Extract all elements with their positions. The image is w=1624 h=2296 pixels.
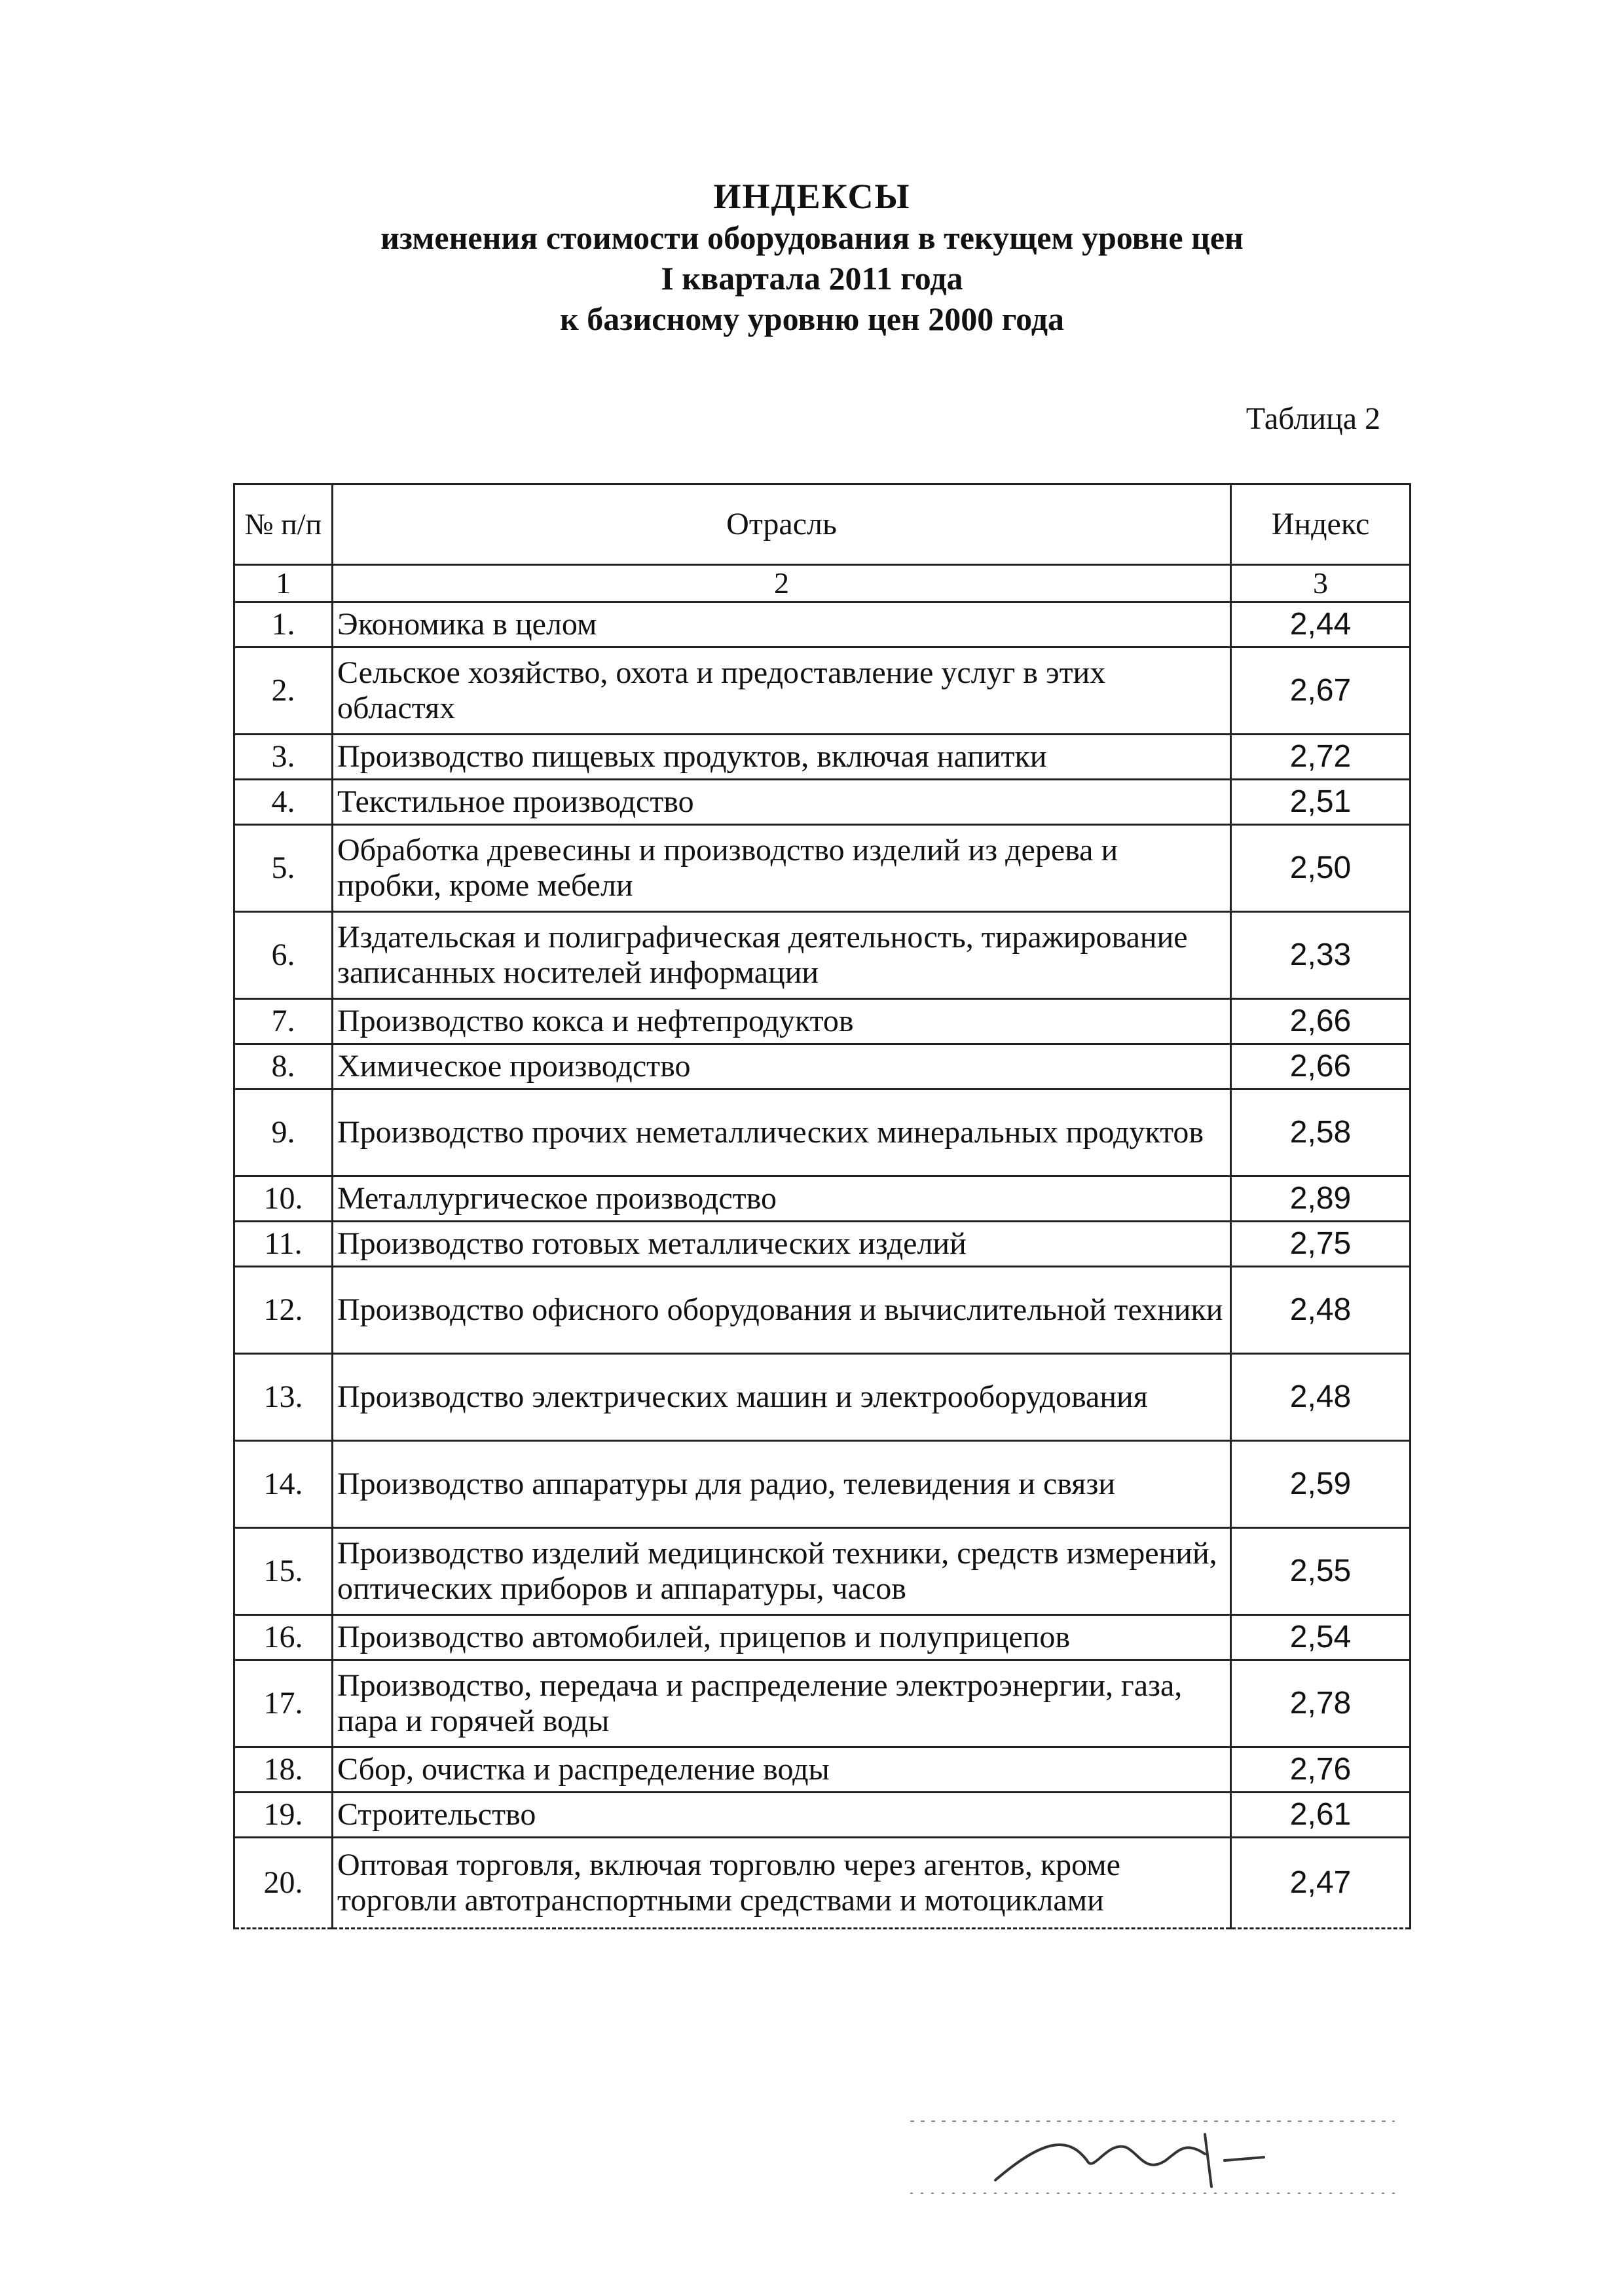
table-row — [234, 999, 1411, 1044]
table-row — [234, 735, 1411, 780]
table-row — [234, 1441, 1411, 1528]
row-number: 12. — [234, 1267, 333, 1354]
row-number: 19. — [234, 1793, 333, 1838]
row-number: 18. — [234, 1747, 333, 1793]
row-number: 5. — [234, 825, 333, 912]
row-number: 17. — [234, 1660, 333, 1747]
header-industry: Отрасль — [333, 484, 1231, 565]
index-table — [233, 483, 1411, 1929]
index-value: 2,51 — [1231, 780, 1411, 825]
industry-name: Производство пищевых продуктов, включая напитки — [333, 735, 1231, 780]
column-number: 2 — [333, 565, 1231, 602]
row-number: 15. — [234, 1528, 333, 1615]
title-line-3: к базисному уровню цен 2000 года — [559, 301, 1065, 337]
industry-name: Производство готовых металлических изделий — [333, 1222, 1231, 1267]
table-row — [234, 1660, 1411, 1747]
industry-name: Производство, передача и распределение электроэнергии, газа, пара и горячей воды — [333, 1660, 1231, 1747]
row-number: 7. — [234, 999, 333, 1044]
index-value: 2,67 — [1231, 647, 1411, 735]
index-value: 2,76 — [1231, 1747, 1411, 1793]
industry-name: Сельское хозяйство, охота и предоставление услуг в этих областях — [333, 647, 1231, 735]
row-number: 10. — [234, 1176, 333, 1222]
industry-name: Производство аппаратуры для радио, телевидения и связи — [333, 1441, 1231, 1528]
index-value: 2,66 — [1231, 1044, 1411, 1089]
table-row — [234, 1528, 1411, 1615]
industry-name: Производство кокса и нефтепродуктов — [333, 999, 1231, 1044]
index-value: 2,55 — [1231, 1528, 1411, 1615]
industry-name: Производство электрических машин и электрооборудования — [333, 1354, 1231, 1441]
table-row — [234, 1793, 1411, 1838]
industry-name: Производство прочих неметаллических минеральных продуктов — [333, 1089, 1231, 1176]
index-value: 2,89 — [1231, 1176, 1411, 1222]
row-number: 14. — [234, 1441, 333, 1528]
row-number: 9. — [234, 1089, 333, 1176]
industry-name: Производство автомобилей, прицепов и полуприцепов — [333, 1615, 1231, 1660]
index-value: 2,66 — [1231, 999, 1411, 1044]
table-row — [234, 602, 1411, 647]
index-value: 2,78 — [1231, 1660, 1411, 1747]
row-number: 20. — [234, 1838, 333, 1929]
column-number: 1 — [234, 565, 333, 602]
row-number: 3. — [234, 735, 333, 780]
table-row — [234, 912, 1411, 999]
title-line-2: I квартала 2011 года — [661, 260, 963, 297]
industry-name: Металлургическое производство — [333, 1176, 1231, 1222]
index-value: 2,44 — [1231, 602, 1411, 647]
row-number: 16. — [234, 1615, 333, 1660]
header-index: Индекс — [1231, 484, 1411, 565]
table-row — [234, 1089, 1411, 1176]
index-value: 2,59 — [1231, 1441, 1411, 1528]
header-row — [234, 484, 1411, 565]
index-value: 2,48 — [1231, 1354, 1411, 1441]
index-value: 2,61 — [1231, 1793, 1411, 1838]
table-row — [234, 825, 1411, 912]
row-number: 8. — [234, 1044, 333, 1089]
industry-name: Строительство — [333, 1793, 1231, 1838]
index-value: 2,48 — [1231, 1267, 1411, 1354]
row-number: 1. — [234, 602, 333, 647]
row-number: 2. — [234, 647, 333, 735]
industry-name: Текстильное производство — [333, 780, 1231, 825]
industry-name: Издательская и полиграфическая деятельность, тиражирование записанных носителей информации — [333, 912, 1231, 999]
index-value: 2,54 — [1231, 1615, 1411, 1660]
signature-stamp — [897, 2095, 1421, 2226]
table-row — [234, 1222, 1411, 1267]
row-number: 6. — [234, 912, 333, 999]
row-number: 4. — [234, 780, 333, 825]
table-row — [234, 1838, 1411, 1929]
industry-name: Производство изделий медицинской техники, средств измерений, оптических приборов и аппаратуры, часов — [333, 1528, 1231, 1615]
index-value: 2,33 — [1231, 912, 1411, 999]
table-row — [234, 1615, 1411, 1660]
title-main: ИНДЕКСЫ — [713, 177, 911, 216]
industry-name: Производство офисного оборудования и вычислительной техники — [333, 1267, 1231, 1354]
index-value: 2,50 — [1231, 825, 1411, 912]
index-value: 2,47 — [1231, 1838, 1411, 1929]
index-value: 2,58 — [1231, 1089, 1411, 1176]
table-row — [234, 1044, 1411, 1089]
industry-name: Экономика в целом — [333, 602, 1231, 647]
index-value: 2,75 — [1231, 1222, 1411, 1267]
document-title — [0, 175, 1624, 339]
header-num: № п/п — [234, 484, 333, 565]
title-line-1: изменения стоимости оборудования в текущем уровне цен — [380, 219, 1244, 256]
table-row — [234, 647, 1411, 735]
column-number: 3 — [1231, 565, 1411, 602]
industry-name: Оптовая торговля, включая торговлю через агентов, кроме торговли автотранспортными средствами и мотоциклами — [333, 1838, 1231, 1929]
table-row — [234, 1176, 1411, 1222]
row-number: 11. — [234, 1222, 333, 1267]
table-row — [234, 780, 1411, 825]
table-row — [234, 1354, 1411, 1441]
table-row — [234, 1747, 1411, 1793]
index-value: 2,72 — [1231, 735, 1411, 780]
row-number: 13. — [234, 1354, 333, 1441]
table-caption: Таблица 2 — [1246, 401, 1380, 436]
column-number-row — [234, 565, 1411, 602]
table-row — [234, 1267, 1411, 1354]
industry-name: Сбор, очистка и распределение воды — [333, 1747, 1231, 1793]
signature-image — [897, 2095, 1421, 2226]
industry-name: Химическое производство — [333, 1044, 1231, 1089]
industry-name: Обработка древесины и производство изделий из дерева и пробки, кроме мебели — [333, 825, 1231, 912]
